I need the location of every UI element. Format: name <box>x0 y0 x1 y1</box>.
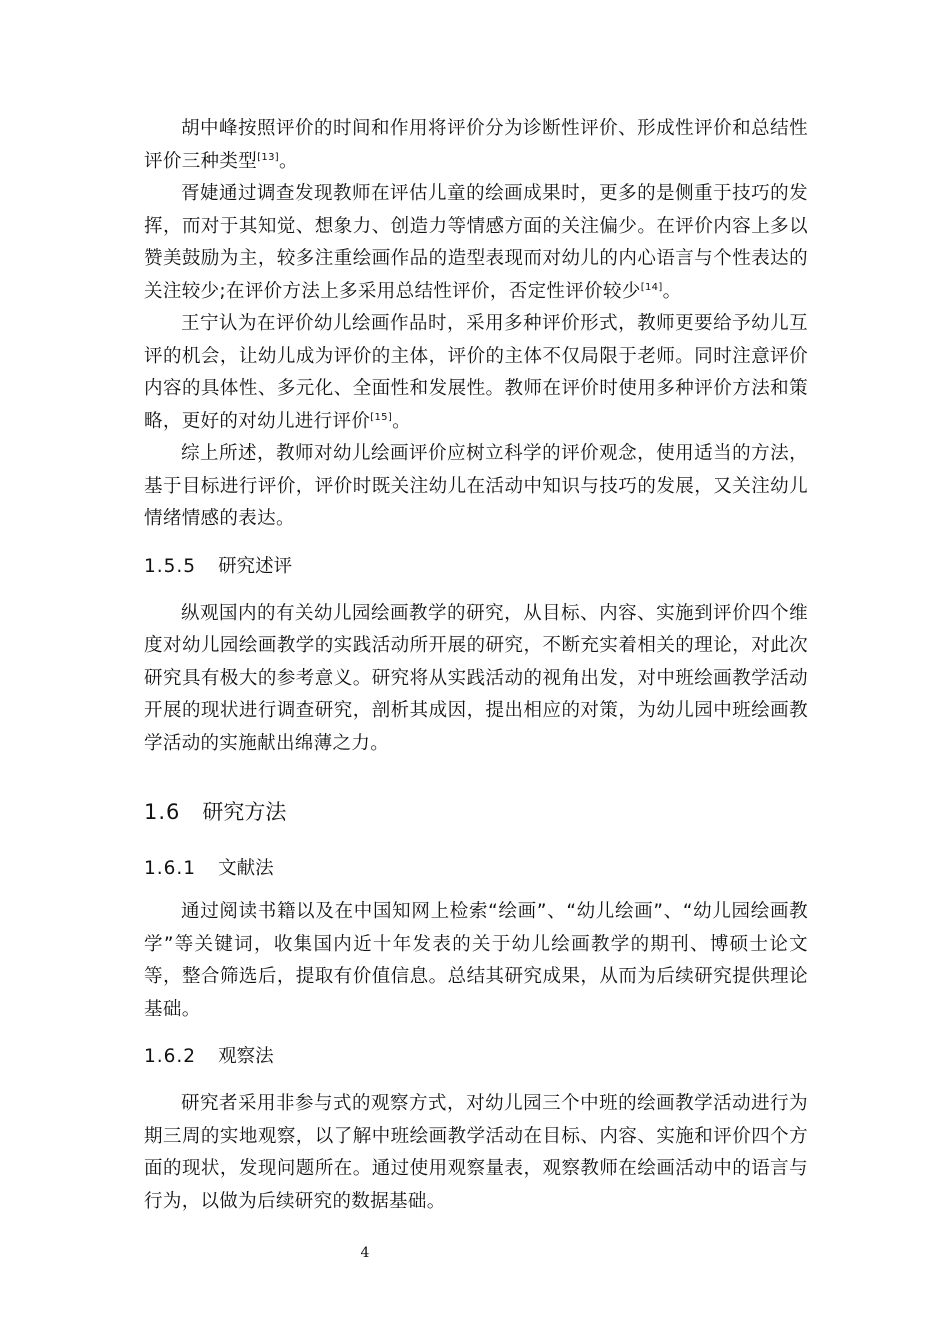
paragraph-literature-method: 通过阅读书籍以及在中国知网上检索“绘画”、“幼儿绘画”、“幼儿园绘画教学”等关键词，收集国内近十年发表的关于幼儿绘画教学的期刊、博硕士论文等，整合筛选后，提取有价值信息。总结其研究成果，从而为后续研究提供理论基础。 <box>144 901 808 1020</box>
page-body <box>144 113 808 1218</box>
heading-title: 文献法 <box>218 858 274 879</box>
heading-title: 研究述评 <box>218 555 293 577</box>
paragraph-observation-method: 研究者采用非参与式的观察方式，对幼儿园三个中班的绘画教学活动进行为期三周的实地观察，以了解中班绘画教学活动在目标、内容、实施和评价四个方面的现状，发现问题所在。通过使用观察量表，观察教师在绘画活动中的语言与行为，以做为后续研究的数据基础。 <box>144 1093 808 1212</box>
heading-1-6 <box>144 778 808 846</box>
heading-1-5-5 <box>144 536 808 598</box>
heading-number: 1.6 <box>144 800 181 824</box>
heading-title: 观察法 <box>218 1046 274 1067</box>
paragraph-xu-jie: 胥婕通过调查发现教师在评估儿童的绘画成果时，更多的是侧重于技巧的发挥，而对于其知觉、想象力、创造力等情感方面的关注偏少。在评价内容上多以赞美鼓励为主，较多注重绘画作品的造型表现而对幼儿的内心语言与个性表达的关注较少;在评价方法上多采用总结性评价，否定性评价较少[14]。 <box>144 183 808 302</box>
heading-number: 1.6.2 <box>144 1046 197 1067</box>
paragraph-review: 纵观国内的有关幼儿园绘画教学的研究，从目标、内容、实施到评价四个维度对幼儿园绘画教学的实践活动所开展的研究，不断充实着相关的理论，对此次研究具有极大的参考意义。研究将从实践活动的视角出发，对中班绘画教学活动开展的现状进行调查研究，剖析其成因，提出相应的对策，为幼儿园中班绘画教学活动的实施献出绵薄之力。 <box>144 602 808 754</box>
heading-1-6-2 <box>144 1026 808 1088</box>
heading-1-6-1 <box>144 846 808 896</box>
citation-14[interactable]: [14] <box>640 281 663 293</box>
page-number: 4 <box>360 1245 370 1261</box>
heading-number: 1.5.5 <box>144 555 197 577</box>
heading-title: 研究方法 <box>202 800 287 824</box>
paragraph-hu-zhongfeng: 胡中峰按照评价的时间和作用将评价分为诊断性评价、形成性评价和总结性评价三种类型[13]。 <box>144 118 808 172</box>
citation-13[interactable]: [13] <box>257 151 280 163</box>
heading-number: 1.6.1 <box>144 858 197 879</box>
citation-15[interactable]: [15] <box>370 411 393 423</box>
paragraph-summary: 综上所述，教师对幼儿绘画评价应树立科学的评价观念，使用适当的方法，基于目标进行评价，评价时既关注幼儿在活动中知识与技巧的发展，又关注幼儿情绪情感的表达。 <box>144 443 808 529</box>
paragraph-wang-ning: 王宁认为在评价幼儿绘画作品时，采用多种评价形式，教师更要给予幼儿互评的机会，让幼儿成为评价的主体，评价的主体不仅局限于老师。同时注意评价内容的具体性、多元化、全面性和发展性。教师在评价时使用多种评价方法和策略，更好的对幼儿进行评价[15]。 <box>144 313 808 432</box>
